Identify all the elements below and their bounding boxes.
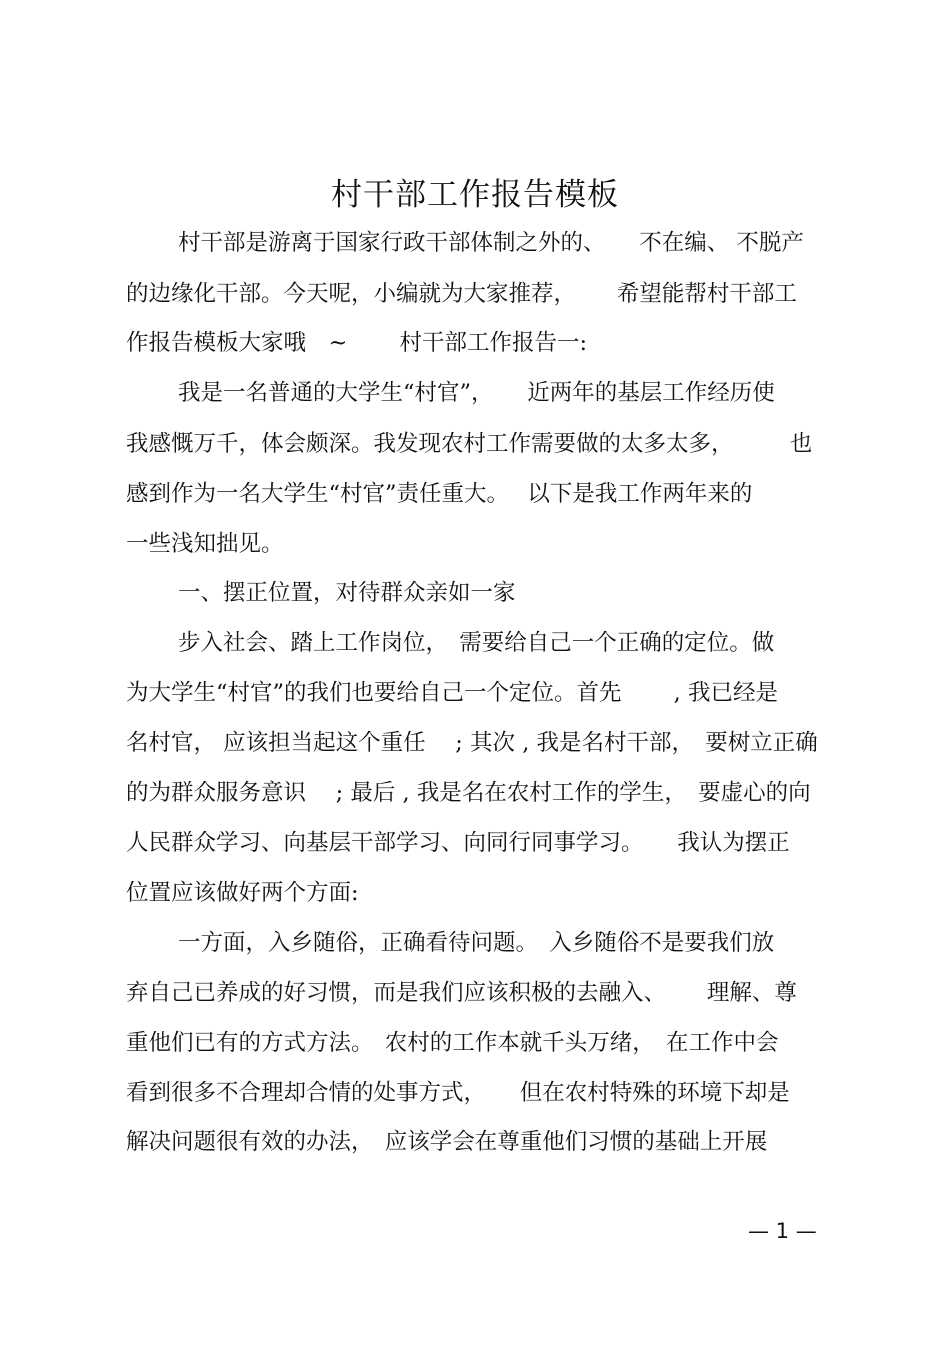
text-line: 村干部是游离于国家行政干部体制之外的、 不在编、 不脱产 xyxy=(178,230,804,256)
document-title: 村干部工作报告模板 xyxy=(331,177,619,213)
text-line: 我是一名普通的大学生“村官”， 近两年的基层工作经历使 xyxy=(178,380,775,406)
text-line: 位置应该做好两个方面: xyxy=(126,880,359,906)
text-line: 感到作为一名大学生“村官”责任重大。 以下是我工作两年来的 xyxy=(126,481,753,507)
text-line: 一方面，入乡随俗，正确看待问题。 入乡随俗不是要我们放 xyxy=(178,930,775,956)
section-heading: 一、摆正位置，对待群众亲如一家 xyxy=(178,580,516,606)
text-line: 人民群众学习、向基层干部学习、向同行同事学习。 我认为摆正 xyxy=(126,830,790,856)
text-line: 解决问题很有效的办法， 应该学会在尊重他们习惯的基础上开展 xyxy=(126,1129,768,1155)
text-line: 一些浅知拙见。 xyxy=(126,531,284,557)
text-line: 作报告模板大家哦 ~ 村干部工作报告一: xyxy=(126,330,588,356)
text-line: 为大学生“村官”的我们也要给自己一个定位。首先 , 我已经是 xyxy=(126,680,778,706)
page-number: — 1 — xyxy=(748,1219,817,1243)
text-line: 弃自己已养成的好习惯，而是我们应该积极的去融入、 理解、尊 xyxy=(126,980,797,1006)
text-line: 重他们已有的方式方法。 农村的工作本就千头万绪， 在工作中会 xyxy=(126,1030,779,1056)
text-line: 的为群众服务意识 ; 最后 , 我是名在农村工作的学生， 要虚心的向 xyxy=(126,780,811,806)
text-line: 步入社会、踏上工作岗位， 需要给自己一个正确的定位。做 xyxy=(178,630,775,656)
text-line: 的边缘化干部。今天呢，小编就为大家推荐， 希望能帮村干部工 xyxy=(126,281,797,307)
text-line: 名村官， 应该担当起这个重任 ; 其次 , 我是名村干部， 要树立正确 xyxy=(126,730,818,756)
text-line: 我感慨万千，体会颇深。我发现农村工作需要做的太多太多， 也 xyxy=(126,431,813,457)
text-line: 看到很多不合理却合情的处事方式， 但在农村特殊的环境下却是 xyxy=(126,1080,790,1106)
